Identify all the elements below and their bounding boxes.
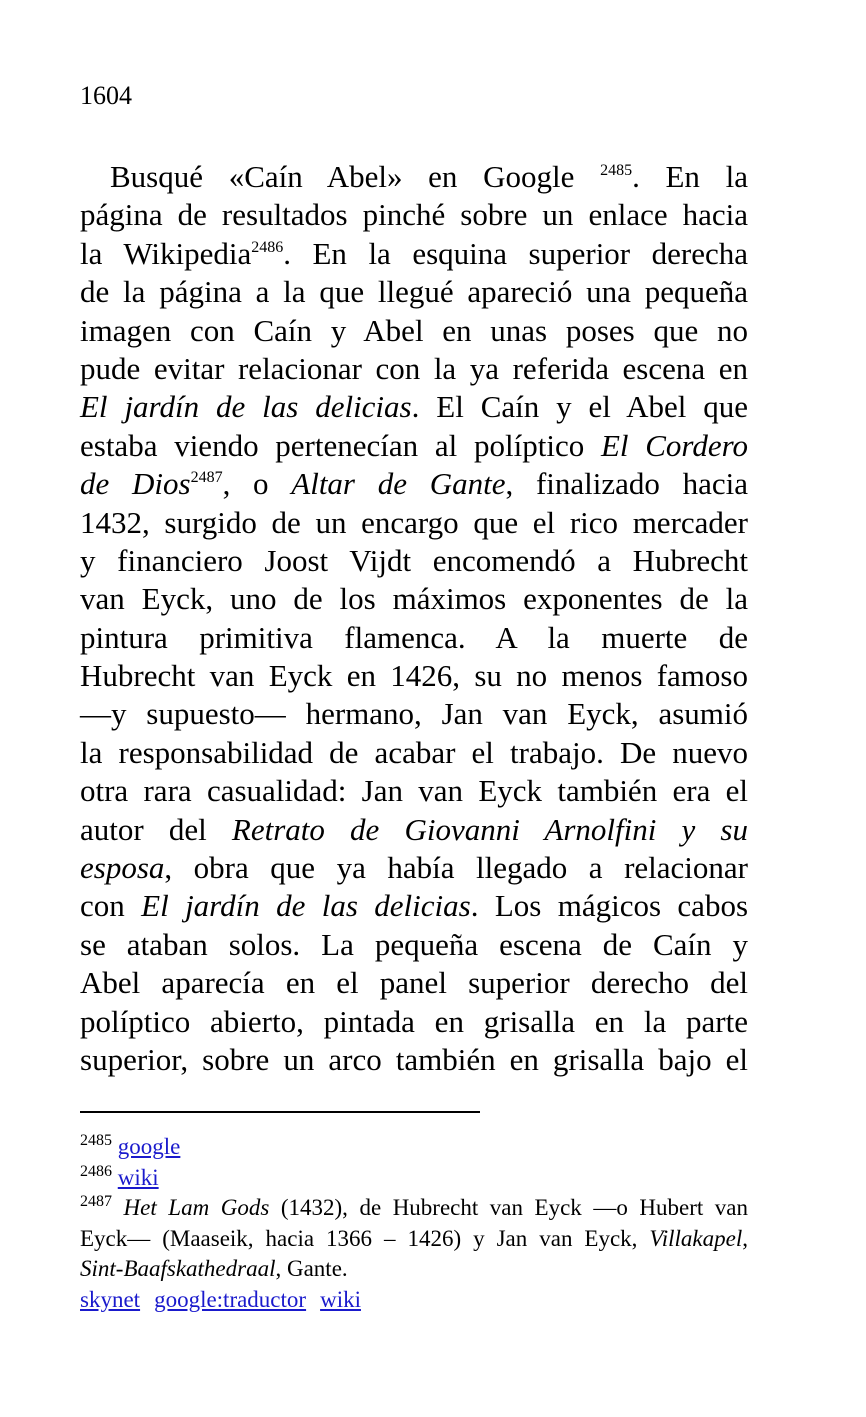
- italic-title: Altar de Gante: [291, 466, 506, 502]
- footnote-2486: [80, 1163, 748, 1194]
- text-line: [80, 388, 748, 426]
- italic-title: Retrato de Giovanni Arnolfini y su: [231, 811, 748, 847]
- text-line: y financiero Joost Vijdt encomendó a Hubrecht: [80, 542, 748, 578]
- text-line: Hubrecht van Eyck en 1426, su no menos famoso: [80, 658, 748, 694]
- text: estaba viendo pertenecían al políptico: [80, 427, 601, 463]
- italic-place: Sint-Baafskathedraal: [80, 1256, 276, 1281]
- footnote-divider: [80, 1111, 480, 1113]
- skynet-link[interactable]: skynet: [80, 1286, 141, 1312]
- wiki-link[interactable]: wiki: [320, 1286, 361, 1312]
- text: Eyck— (Maaseik, hacia 1366 – 1426) y Jan van Eyck,: [80, 1225, 650, 1251]
- text: . En la esquina superior derecha: [283, 235, 749, 271]
- italic-title: Het Lam Gods: [123, 1195, 270, 1220]
- text-line: [80, 427, 748, 465]
- italic-title: El Cordero: [600, 427, 749, 463]
- footnote-ref-2485[interactable]: 2485: [600, 162, 633, 179]
- text-line: van Eyck, uno de los máximos exponentes de la: [80, 581, 748, 617]
- footnote-number: 2487: [80, 1193, 112, 1210]
- text: , Gante.: [275, 1256, 348, 1281]
- text: autor del: [80, 811, 232, 847]
- text-line: página de resultados pinché sobre un enlace hacia: [80, 197, 748, 233]
- text: (1432), de Hubrecht van Eyck —o Hubert van: [269, 1195, 748, 1220]
- text: , obra que ya había llegado a relacionar: [164, 850, 748, 886]
- text-line: Abel aparecía en el panel superior derecho del: [80, 965, 748, 1001]
- italic-title: El jardín de las delicias: [80, 389, 412, 425]
- text-line: se ataban solos. La pequeña escena de Caín y: [80, 926, 748, 962]
- text-line: la responsabilidad de acabar el trabajo. De nuevo: [80, 734, 748, 770]
- footnote-2485: [80, 1132, 748, 1163]
- footnote-number: 2485: [80, 1132, 112, 1149]
- footnote-2487-line3: [80, 1254, 748, 1285]
- text-line: políptico abierto, pintada en grisalla en la parte: [80, 1003, 748, 1039]
- google-link[interactable]: google: [117, 1134, 181, 1159]
- body-paragraph: [80, 158, 748, 1079]
- footnotes: [80, 1132, 748, 1315]
- text: . En la: [632, 159, 748, 194]
- text-line: [80, 887, 748, 925]
- text-line: pintura primitiva flamenca. A la muerte de: [80, 619, 748, 655]
- text-line: otra rara casualidad: Jan van Eyck también era el: [80, 773, 748, 809]
- google-translator-link[interactable]: google:traductor: [154, 1286, 307, 1312]
- page-number: 1604: [80, 81, 132, 110]
- text-line: —y supuesto— hermano, Jan van Eyck, asumió: [80, 696, 748, 732]
- text: . Los mágicos cabos: [470, 888, 749, 924]
- footnote-ref-2487[interactable]: 2487: [190, 469, 223, 487]
- italic-title: El jardín de las delicias: [141, 888, 471, 924]
- text: . El Caín y el Abel que: [411, 389, 749, 425]
- wiki-link[interactable]: wiki: [117, 1164, 159, 1190]
- text-line: de la página a la que llegué apareció una pequeña: [80, 274, 748, 310]
- italic-title: esposa: [80, 850, 165, 886]
- text: , o: [222, 466, 292, 502]
- text: Busqué «Caín Abel» en Google: [110, 159, 575, 194]
- text-line: imagen con Caín y Abel en unas poses que no: [80, 312, 748, 348]
- text-line: 1432, surgido de un encargo que el rico mercader: [80, 504, 748, 540]
- text-line: [80, 158, 748, 196]
- text-line: [80, 849, 748, 887]
- text: con: [80, 888, 142, 924]
- footnote-links: [80, 1285, 748, 1316]
- footnote-2487-line2: [80, 1224, 748, 1255]
- text: , finalizado hacia: [505, 466, 748, 502]
- italic-place: Villakapel: [649, 1225, 743, 1251]
- text-line: [80, 235, 748, 273]
- footnote-2487: [80, 1193, 748, 1224]
- text-line: superior, sobre un arco también en grisalla bajo el: [80, 1041, 748, 1077]
- italic-title: de Dios: [80, 466, 191, 502]
- text-line: [80, 811, 748, 849]
- text: ,: [742, 1225, 748, 1251]
- text-line: [80, 465, 748, 503]
- text-line: pude evitar relacionar con la ya referida escena en: [80, 350, 748, 386]
- footnote-ref-2486[interactable]: 2486: [251, 238, 284, 256]
- footnote-number: 2486: [80, 1162, 112, 1180]
- text: la Wikipedia: [80, 235, 252, 271]
